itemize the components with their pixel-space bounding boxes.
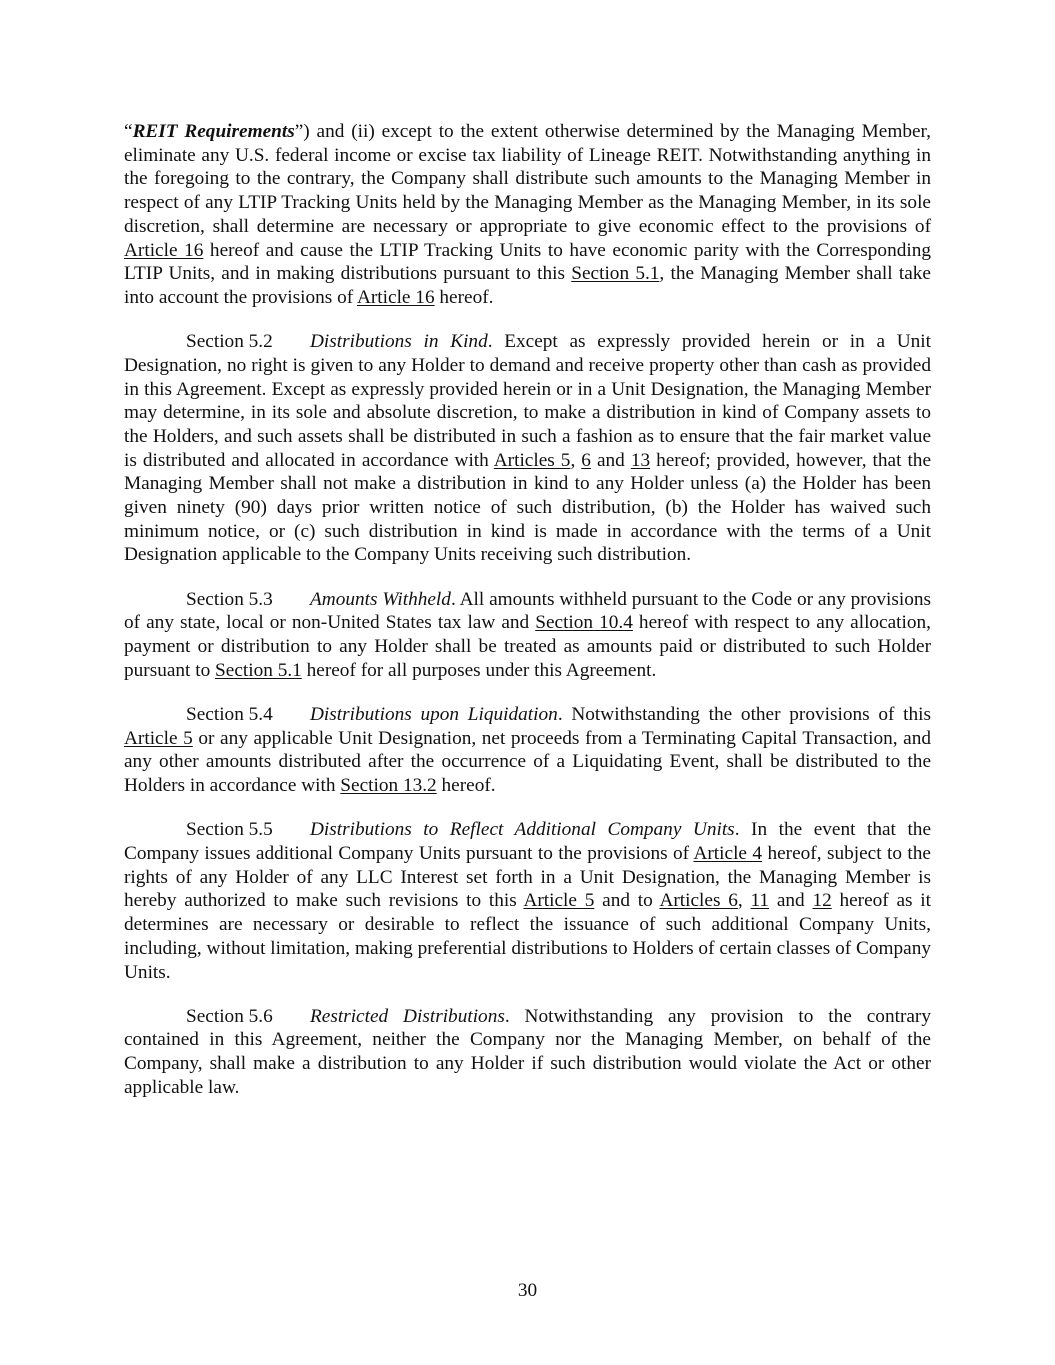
body-text: hereof; provided, however, that the Managing Member shall not make a distribution in kind to any Holder unless (a) the Holder has been given ninety (90) days prior written notice of such distribution, (b) the Holder has waived such minimum notice, or (c) such distribution in kind is made in accordance with the terms of a Unit Designation applicable to the Company Units receiving such distribution. (124, 449, 932, 566)
body-text: . Notwithstanding the other provisions of this (557, 703, 932, 725)
body-text: and to (594, 890, 660, 912)
body-text: . Notwithstanding any provision to the contrary contained in this Agreement, neither the Company nor the Managing Member, on behalf of the Company, shall make a distribution to any Holder if such distribution would violate the Act or other applicable law. (124, 1005, 931, 1098)
body-text: . All amounts withheld pursuant to the Code or any provisions of any state, local or non-United States tax law and (124, 588, 932, 634)
cross-reference-link[interactable]: Article 16 (124, 239, 204, 261)
section-number: Section 5.3 (186, 588, 273, 610)
cross-reference-link[interactable]: Articles 6 (659, 890, 738, 912)
body-text: , (737, 890, 751, 912)
body-text: , (570, 449, 582, 471)
body-text: . In the event that the Company issues additional Company Units pursuant to the provisions of (124, 819, 932, 864)
body-text: . Except as expressly provided herein or in a Unit Designation, no right is given to any Holder to demand and receive property other than cash as provided in this Agreement. Except as expressly provided herein or in a Unit Designation, the Managing Member may determine, in its sole and absolute discretion, to make a distribution in kind of Company assets to the Holders, and such assets shall be distributed in such a fashion as to ensure that the fair market value is distributed and allocated in accordance with (124, 331, 932, 471)
section-paragraph (124, 330, 931, 567)
cross-reference-link[interactable]: Article 5 (124, 727, 193, 749)
body-text: hereof. (434, 286, 494, 308)
cross-reference-link[interactable]: Article 16 (356, 286, 435, 308)
section-paragraph (124, 818, 931, 984)
cross-reference-link[interactable]: 12 (812, 890, 832, 912)
body-text: and (769, 890, 813, 912)
body-text: ”) and (ii) except to the extent otherwise determined by the Managing Member, eliminate any U.S. federal income or excise tax liability of Lineage REIT. Notwithstanding anything in the foregoing to the contrary, the Company shall distribute such amounts to the Managing Member in respect of any LTIP Tracking Units held by the Managing Member as the Managing Member, in its sole discretion, shall determine are necessary or appropriate to give economic effect to the provisions of (124, 121, 931, 237)
cross-reference-link[interactable]: Section 13.2 (340, 775, 437, 797)
body-text: “ (124, 121, 133, 142)
cross-reference-link[interactable]: Section 10.4 (535, 612, 633, 634)
body-text: hereof for all purposes under this Agreement. (301, 659, 657, 681)
cross-reference-link[interactable]: Articles 5 (493, 449, 571, 471)
section-number: Section 5.2 (186, 331, 273, 353)
section-paragraph (124, 588, 931, 683)
section-number: Section 5.6 (186, 1005, 273, 1027)
section-number: Section 5.4 (186, 703, 273, 725)
section-title: Distributions in Kind (310, 331, 488, 353)
section-paragraph (124, 703, 931, 798)
cross-reference-link[interactable]: Section 5.1 (215, 659, 302, 681)
body-text: , the Managing Member shall take into account the provisions of (124, 263, 931, 308)
section-title: Distributions upon Liquidation (310, 703, 558, 725)
section-title: Distributions to Reflect Additional Company Units (310, 819, 735, 841)
section-paragraph (124, 1005, 931, 1100)
body-text: hereof and cause the LTIP Tracking Units to have economic parity with the Corresponding LTIP Units, and in making distributions pursuant to this (124, 239, 931, 285)
section-number: Section 5.5 (186, 819, 273, 841)
body-text: hereof as it determines are necessary or desirable to reflect the issuance of such additional Company Units, including, without limitation, making preferential distributions to Holders of certain classes of Company Units. (124, 890, 932, 983)
cross-reference-link[interactable]: Article 5 (523, 890, 595, 912)
paragraph (124, 120, 931, 310)
page-number: 30 (517, 1280, 538, 1301)
body-text: or any applicable Unit Designation, net proceeds from a Terminating Capital Transaction, and any other amounts distributed after the occurrence of a Liquidating Event, shall be distributed to the Holders in accordance with (124, 727, 931, 797)
section-title: Amounts Withheld (310, 588, 451, 610)
cross-reference-link[interactable]: 13 (630, 449, 651, 471)
body-text: hereof with respect to any allocation, payment or distribution to any Holder shall be treated as amounts paid or distributed to such Holder pursuant to (124, 612, 931, 681)
document-body (124, 120, 931, 1120)
cross-reference-link[interactable]: Section 5.1 (571, 263, 660, 285)
body-text: hereof, subject to the rights of any Holder of any LLC Interest set forth in a Unit Designation, the Managing Member is hereby authorized to make such revisions to this (124, 842, 931, 912)
defined-term: REIT Requirements (132, 121, 295, 142)
cross-reference-link[interactable]: Article 4 (693, 842, 763, 864)
section-title: Restricted Distributions (310, 1005, 505, 1027)
body-text: and (590, 449, 631, 471)
cross-reference-link[interactable]: 6 (581, 449, 591, 471)
cross-reference-link[interactable]: 11 (750, 890, 770, 912)
body-text: hereof. (436, 775, 496, 797)
